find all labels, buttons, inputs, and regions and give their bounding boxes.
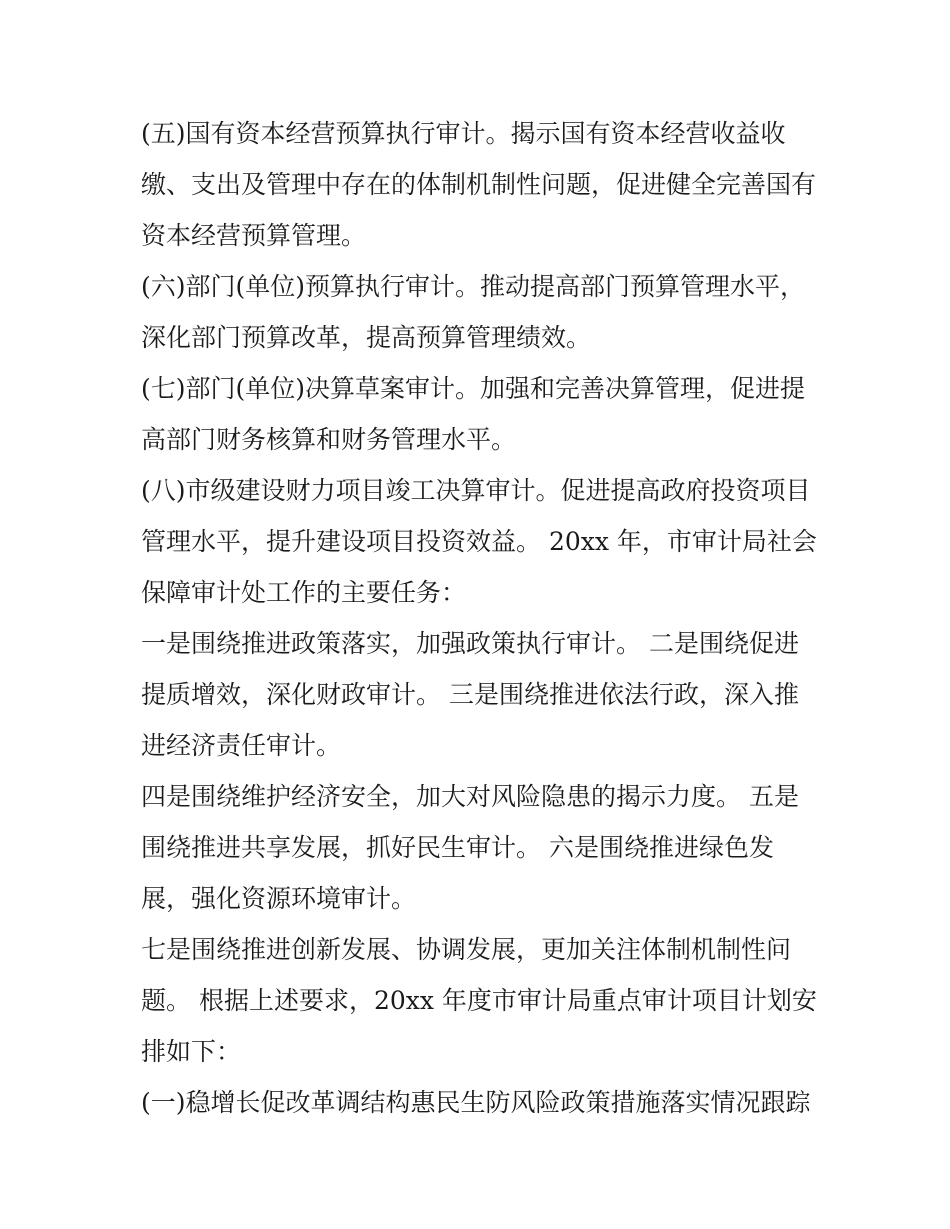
text-line: 展，强化资源环境审计。 [141,884,417,913]
text-line: 一是围绕推进政策落实，加强政策执行审计。 二是围绕促进 [141,629,799,658]
text-line: 保障审计处工作的主要任务： [141,578,467,607]
text-line: (五)国有资本经营预算执行审计。揭示国有资本经营收益收 [141,119,786,148]
text-line: (八)市级建设财力项目竣工决算审计。促进提高政府投资项目 [141,476,811,505]
text-line: 进经济责任审计。 [141,731,342,760]
text-line: (一)稳增长促改革调结构惠民生防风险政策措施落实情况跟踪 [141,1088,811,1117]
text-line: 资本经营预算管理。 [141,221,367,250]
text-line: 提质增效，深化财政审计。 三是围绕推进依法行政，深入推 [141,680,799,709]
text-line: 排如下： [141,1037,242,1066]
text-line: 围绕推进共享发展，抓好民生审计。 六是围绕推进绿色发 [141,833,774,862]
document-body [141,108,821,1128]
text-line: 题。 根据上述要求，20xx 年度市审计局重点审计项目计划安 [141,986,817,1015]
text-line: (七)部门(单位)决算草案审计。加强和完善决算管理，促进提 [141,374,806,403]
text-line: 高部门财务核算和财务管理水平。 [141,425,517,454]
text-line: 深化部门预算改革，提高预算管理绩效。 [141,323,592,352]
text-line: 缴、支出及管理中存在的体制机制性问题，促进健全完善国有 [141,170,817,199]
text-line: 管理水平，提升建设项目投资效益。 20xx 年，市审计局社会 [141,527,817,556]
text-line: 四是围绕维护经济安全，加大对风险隐患的揭示力度。 五是 [141,782,799,811]
text-line: 七是围绕推进创新发展、协调发展，更加关注体制机制性问 [141,935,792,964]
text-line: (六)部门(单位)预算执行审计。推动提高部门预算管理水平， [141,272,806,301]
